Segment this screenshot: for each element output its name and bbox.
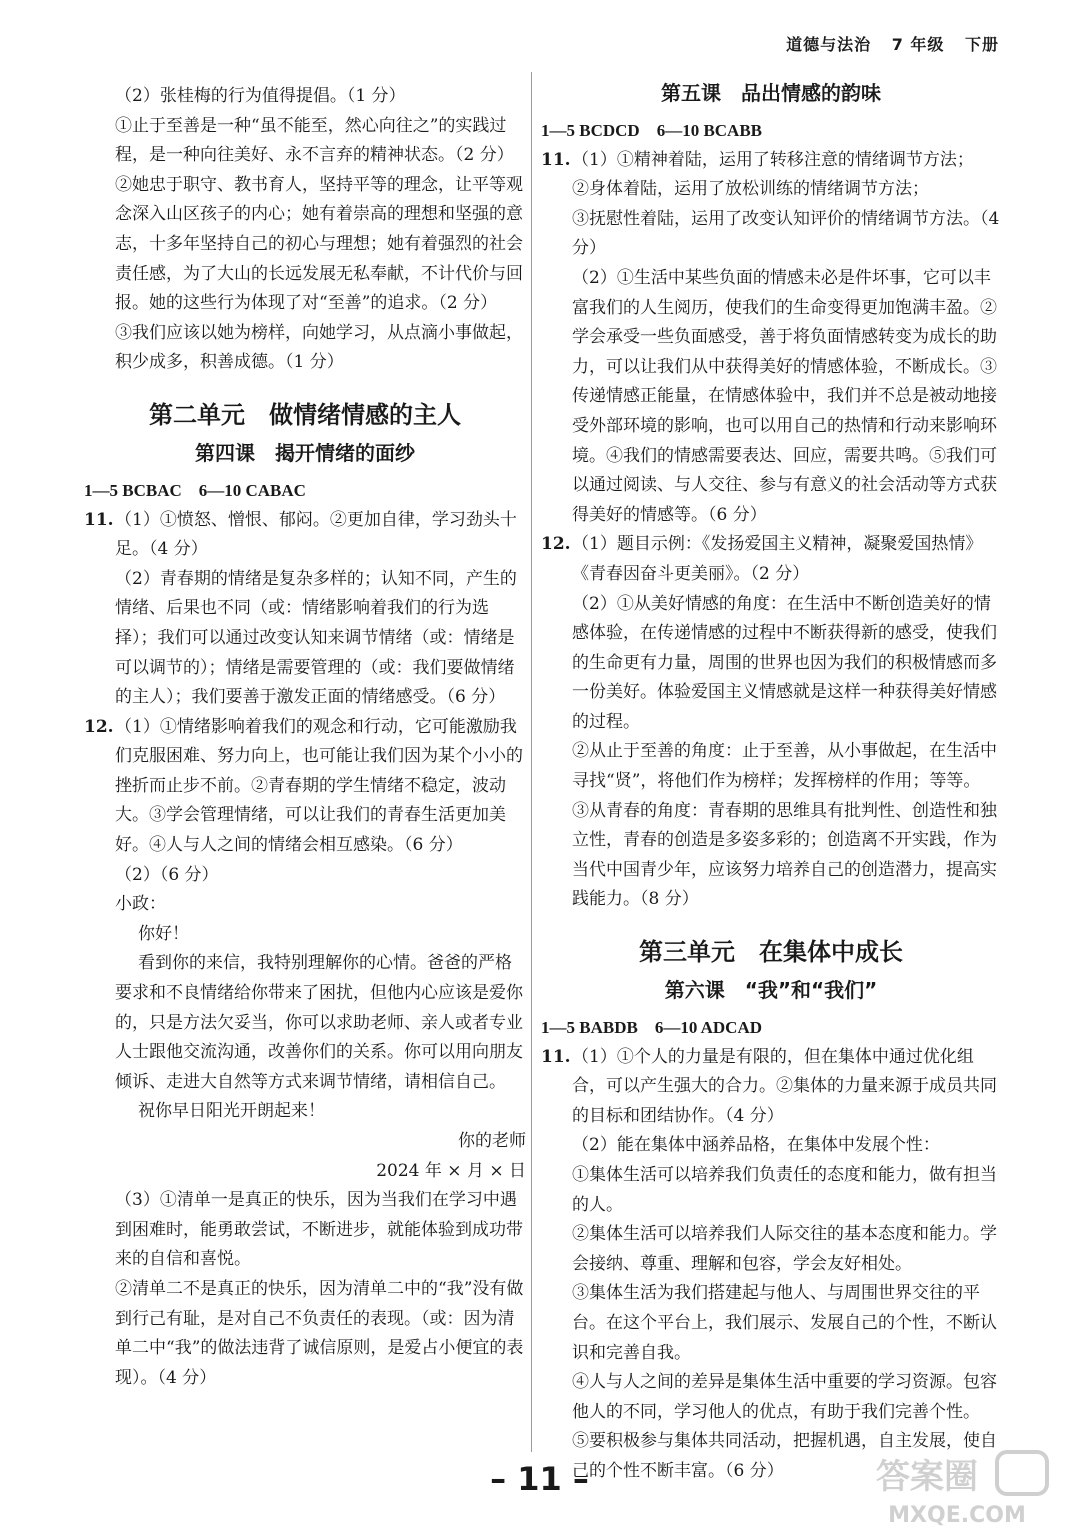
l5-q12-part2-a: （2）①从美好情感的角度：在生活中不断创造美好的情感体验，在传递情感的过程中不断获得新的感受，使我们的生命更有力量，周围的世界也因为我们的积极情感而多一份美好。体验爱国主义情感就是这样一种获得美好情感的过程。 [572, 593, 997, 732]
letter-signature: 你的老师 [458, 1131, 526, 1151]
svg-text:答案圈: 答案圈 [876, 1457, 978, 1497]
l4-q11-number: 11. [84, 509, 114, 530]
letter-date: 2024 年 × 月 × 日 [376, 1160, 526, 1181]
l4-q12-number: 12. [84, 716, 114, 737]
l4-q11-part1 [84, 506, 526, 565]
lesson6-title: 第六课 “我”和“我们” [664, 978, 878, 1003]
zgm-point-3: ③我们应该以她为榜样，向她学习，从点滴小事做起，积少成多，积善成德。（1 分） [115, 322, 523, 373]
header-volume: 下册 [964, 35, 999, 54]
letter-body: 看到你的来信，我特别理解你的心情。爸爸的严格要求和不良情绪给你带来了困扰，但他内心应该是爱你的，只是方法欠妥当，你可以求助老师、亲人或者专业人士跟他交流沟通，改善你们的关系。你可以用向朋友倾诉、走进大自然等方式来调节情绪，请相信自己。 [115, 953, 523, 1092]
zgm-point-1: ①止于至善是一种“虽不能至，然心向往之”的实践过程，是一种向往美好、永不言弃的精神状态。（2 分） [115, 115, 514, 166]
l5-q11-part1 [541, 146, 1001, 176]
l4-q12-part3-a: （3）①清单一是真正的快乐，因为当我们在学习中遇到困难时，能勇敢尝试，不断进步，就能体验到成功带来的自信和喜悦。 [115, 1190, 523, 1270]
zgm-q2-intro: （2）张桂梅的行为值得提倡。（1 分） [115, 86, 406, 106]
column-divider [531, 72, 532, 1452]
lesson4-title: 第四课 揭开情绪的面纱 [195, 440, 415, 465]
header-subject: 道德与法治 [786, 35, 872, 54]
zgm-point-2: ②她忠于职守、教书育人，坚持平等的理念，让平等观念深入山区孩子的内心；她有着崇高的理想和坚强的意志，十多年坚持自己的初心与理想；她有着强烈的社会责任感，为了大山的长远发展无私奉献，不计代价与回报。她的这些行为体现了对“至善”的追求。（2 分） [115, 174, 523, 314]
lesson5-title: 第五课 品出情感的韵味 [661, 81, 881, 105]
svg-text:MXQE.COM: MXQE.COM [888, 1503, 1026, 1528]
l4-q12-part1 [84, 713, 526, 861]
l6-q11-point2: ②集体生活可以培养我们人际交往的基本态度和能力。学会接纳、尊重、理解和包容，学会友好相处。 [572, 1224, 997, 1274]
l5-q12-part2-c: ③从青春的角度：青春期的思维具有批判性、创造性和独立性，青春的创造是多姿多彩的；创造离不开实践，作为当代中国青少年，应该努力培养自己的创造潜力，提高实践能力。（8 分） [572, 800, 997, 910]
letter-salutation: 小政： [115, 894, 166, 915]
l5-q12-number: 12. [541, 534, 571, 555]
l6-q11-point1: ①集体生活可以培养我们负责任的态度和能力，做有担当的人。 [572, 1165, 997, 1215]
l4-q12-part2: （2）（6 分） [115, 864, 219, 885]
l5-q11-number: 11. [541, 149, 571, 170]
l6-q11-part1 [541, 1043, 1001, 1132]
left-column [84, 82, 526, 1393]
l5-q12-part1-text: （1）题目示例：《发扬爱国主义精神，凝聚爱国热情》《青春因奋斗更美丽》。（2 分） [572, 534, 983, 584]
l4-q11-part2: （2）青春期的情绪是复杂多样的；认知不同，产生的情绪、后果也不同（或：情绪影响着我们的行为选择）；我们可以通过改变认知来调节情绪（或：情绪是可以调节的）；情绪是需要管理的（或：我们要做情绪的主人）；我们要善于激发正面的情绪感受。（6 分） [115, 568, 517, 708]
l6-q11-point4: ④人与人之间的差异是集体生活中重要的学习资源。包容他人的不同，学习他人的优点，有助于我们完善个性。 [572, 1372, 997, 1422]
watermark-graphic [857, 1448, 1057, 1528]
l4-q11-part1-text: （1）①愤怒、憎恨、郁闷。②更加自律，学习劲头十足。（4 分） [115, 509, 517, 560]
letter-closing: 祝你早日阳光开朗起来！ [138, 1101, 325, 1122]
page-header [772, 32, 999, 55]
l4-q12-part3-b: ②清单二不是真正的快乐，因为清单二中的“我”没有做到行己有耻，是对自己不负责任的表现。（或：因为清单二中“我”的做法违背了诚信原则，是爱占小便宜的表现）。（4 分） [115, 1278, 524, 1388]
lesson5-choice-answers: 1—5 BCDCD 6—10 BCABB [541, 121, 763, 140]
l5-q11-line2: ②身体着陆，运用了放松训练的情绪调节方法； [572, 179, 929, 200]
page-number: – 11 – [490, 1460, 589, 1498]
watermark-logo [857, 1448, 1057, 1528]
l5-q11-part1-text: （1）①精神着陆，运用了转移注意的情绪调节方法； [572, 149, 974, 170]
unit2-title: 第二单元 做情绪情感的主人 [149, 400, 461, 429]
lesson4-choice-answers: 1—5 BCBAC 6—10 CABAC [84, 480, 306, 500]
l6-q11-part2: （2）能在集体中涵养品格，在集体中发展个性： [572, 1135, 940, 1156]
l6-q11-number: 11. [541, 1046, 571, 1067]
right-column [541, 82, 1001, 1487]
l5-q11-line3: ③抚慰性着陆，运用了改变认知评价的情绪调节方法。（4 分） [572, 208, 1000, 259]
l6-q11-point5: ⑤要积极参与集体共同活动，把握机遇，自主发展，使自己的个性不断丰富。（6 分） [572, 1431, 997, 1481]
l4-q12-part1-text: （1）①情绪影响着我们的观念和行动，它可能激励我们克服困难、努力向上，也可能让我们因为某个小小的挫折而止步不前。②青春期的学生情绪不稳定，波动大。③学会管理情绪，可以让我们的青春生活更加美好。④人与人之间的情绪会相互感染。（6 分） [115, 716, 523, 856]
l5-q12-part1 [541, 530, 1001, 589]
l5-q11-part2: （2）①生活中某些负面的情感未必是件坏事，它可以丰富我们的人生阅历，使我们的生命变得更加饱满丰盈。②学会承受一些负面感受，善于将负面情感转变为成长的助力，可以让我们从中获得美好的情感体验，不断成长。③传递情感正能量，在情感体验中，我们并不总是被动地接受外部环境的影响，也可以用自己的热情和行动来影响环境。④我们的情感需要表达、回应，需要共鸣。⑤我们可以通过阅读、与人交往、参与有意义的社会活动等方式获得美好的情感等。（6 分） [572, 267, 997, 525]
letter-greeting: 你好！ [138, 923, 189, 944]
l5-q12-part2-b: ②从止于至善的角度：止于至善，从小事做起，在生活中寻找“贤”，将他们作为榜样；发挥榜样的作用；等等。 [572, 741, 997, 792]
unit3-title: 第三单元 在集体中成长 [639, 938, 903, 967]
l6-q11-part1-text: （1）①个人的力量是有限的，但在集体中通过优化组合，可以产生强大的合力。②集体的力量来源于成员共同的目标和团结协作。（4 分） [572, 1046, 997, 1126]
header-grade: 7 年级 [891, 35, 945, 54]
l6-q11-point3: ③集体生活为我们搭建起与他人、与周围世界交往的平台。在这个平台上，我们展示、发展自己的个性，不断认识和完善自我。 [572, 1283, 997, 1363]
lesson6-choice-answers: 1—5 BABDB 6—10 ADCAD [541, 1018, 763, 1038]
